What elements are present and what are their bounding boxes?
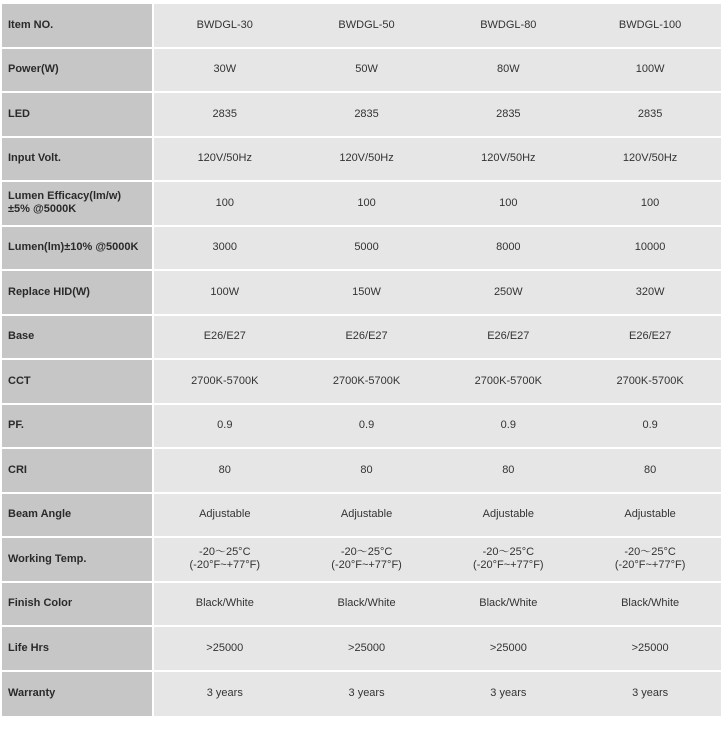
- spec-row-label: Replace HID(W): [2, 271, 154, 316]
- spec-cell: Adjustable: [579, 494, 721, 539]
- spec-row: [2, 672, 721, 717]
- spec-cell: -20～25°C (-20°F~+77°F): [437, 538, 579, 583]
- spec-cell: BWDGL-100: [579, 4, 721, 49]
- spec-row: [2, 93, 721, 138]
- spec-row-label: CCT: [2, 360, 154, 405]
- spec-cell: 80: [437, 449, 579, 494]
- spec-row: [2, 271, 721, 316]
- spec-cell: 250W: [437, 271, 579, 316]
- spec-cell: 120V/50Hz: [296, 138, 438, 183]
- spec-row-label: LED: [2, 93, 154, 138]
- spec-cell: -20～25°C (-20°F~+77°F): [296, 538, 438, 583]
- spec-cell: >25000: [154, 627, 296, 672]
- spec-row: [2, 405, 721, 450]
- spec-cell: >25000: [437, 627, 579, 672]
- spec-cell: 80: [296, 449, 438, 494]
- spec-row-label: Input Volt.: [2, 138, 154, 183]
- spec-cell: 0.9: [296, 405, 438, 450]
- spec-row: [2, 49, 721, 94]
- spec-cell: 0.9: [579, 405, 721, 450]
- spec-row-label: Warranty: [2, 672, 154, 717]
- spec-cell: Black/White: [437, 583, 579, 628]
- spec-cell: 3 years: [579, 672, 721, 717]
- spec-table: [2, 4, 721, 716]
- spec-cell: -20～25°C (-20°F~+77°F): [154, 538, 296, 583]
- spec-row-label: Finish Color: [2, 583, 154, 628]
- spec-row: [2, 538, 721, 583]
- spec-cell: E26/E27: [296, 316, 438, 361]
- spec-cell: Black/White: [296, 583, 438, 628]
- spec-row: [2, 583, 721, 628]
- spec-cell: 5000: [296, 227, 438, 272]
- spec-cell: 3000: [154, 227, 296, 272]
- spec-cell: 3 years: [154, 672, 296, 717]
- spec-cell: 2700K-5700K: [437, 360, 579, 405]
- spec-cell: 100: [296, 182, 438, 227]
- spec-cell: 100W: [579, 49, 721, 94]
- spec-cell: 100: [579, 182, 721, 227]
- spec-cell: 2835: [579, 93, 721, 138]
- spec-cell: 100: [154, 182, 296, 227]
- spec-cell: BWDGL-80: [437, 4, 579, 49]
- spec-cell: 100: [437, 182, 579, 227]
- spec-cell: 3 years: [437, 672, 579, 717]
- spec-cell: 2700K-5700K: [296, 360, 438, 405]
- spec-row-label: Beam Angle: [2, 494, 154, 539]
- spec-row: [2, 627, 721, 672]
- spec-cell: 50W: [296, 49, 438, 94]
- spec-row-label: Power(W): [2, 49, 154, 94]
- spec-cell: 320W: [579, 271, 721, 316]
- spec-cell: 120V/50Hz: [437, 138, 579, 183]
- spec-cell: 80W: [437, 49, 579, 94]
- spec-cell: >25000: [296, 627, 438, 672]
- spec-cell: E26/E27: [579, 316, 721, 361]
- spec-cell: 2700K-5700K: [154, 360, 296, 405]
- spec-row: [2, 360, 721, 405]
- spec-cell: 10000: [579, 227, 721, 272]
- spec-cell: 100W: [154, 271, 296, 316]
- spec-table-body: [2, 4, 721, 716]
- spec-row: [2, 316, 721, 361]
- spec-cell: E26/E27: [154, 316, 296, 361]
- spec-cell: >25000: [579, 627, 721, 672]
- spec-cell: 80: [154, 449, 296, 494]
- spec-cell: 120V/50Hz: [154, 138, 296, 183]
- spec-cell: BWDGL-30: [154, 4, 296, 49]
- spec-cell: 2835: [437, 93, 579, 138]
- spec-cell: 0.9: [437, 405, 579, 450]
- spec-cell: 2835: [296, 93, 438, 138]
- spec-cell: Adjustable: [154, 494, 296, 539]
- spec-row: [2, 227, 721, 272]
- spec-cell: 3 years: [296, 672, 438, 717]
- spec-row: [2, 182, 721, 227]
- spec-row: [2, 4, 721, 49]
- spec-cell: 2700K-5700K: [579, 360, 721, 405]
- spec-row-label: Base: [2, 316, 154, 361]
- spec-row-label: Item NO.: [2, 4, 154, 49]
- spec-row: [2, 494, 721, 539]
- spec-cell: Adjustable: [296, 494, 438, 539]
- spec-cell: 80: [579, 449, 721, 494]
- spec-cell: 30W: [154, 49, 296, 94]
- spec-cell: 2835: [154, 93, 296, 138]
- spec-row-label: Working Temp.: [2, 538, 154, 583]
- spec-cell: Adjustable: [437, 494, 579, 539]
- spec-row: [2, 449, 721, 494]
- spec-cell: 8000: [437, 227, 579, 272]
- spec-cell: E26/E27: [437, 316, 579, 361]
- spec-row-label: CRI: [2, 449, 154, 494]
- spec-row: [2, 138, 721, 183]
- spec-cell: BWDGL-50: [296, 4, 438, 49]
- spec-cell: 150W: [296, 271, 438, 316]
- spec-cell: 120V/50Hz: [579, 138, 721, 183]
- spec-row-label: PF.: [2, 405, 154, 450]
- spec-row-label: Lumen Efficacy(lm/w) ±5% @5000K: [2, 182, 154, 227]
- spec-row-label: Lumen(lm)±10% @5000K: [2, 227, 154, 272]
- spec-cell: 0.9: [154, 405, 296, 450]
- spec-row-label: Life Hrs: [2, 627, 154, 672]
- spec-cell: Black/White: [579, 583, 721, 628]
- spec-cell: -20～25°C (-20°F~+77°F): [579, 538, 721, 583]
- spec-cell: Black/White: [154, 583, 296, 628]
